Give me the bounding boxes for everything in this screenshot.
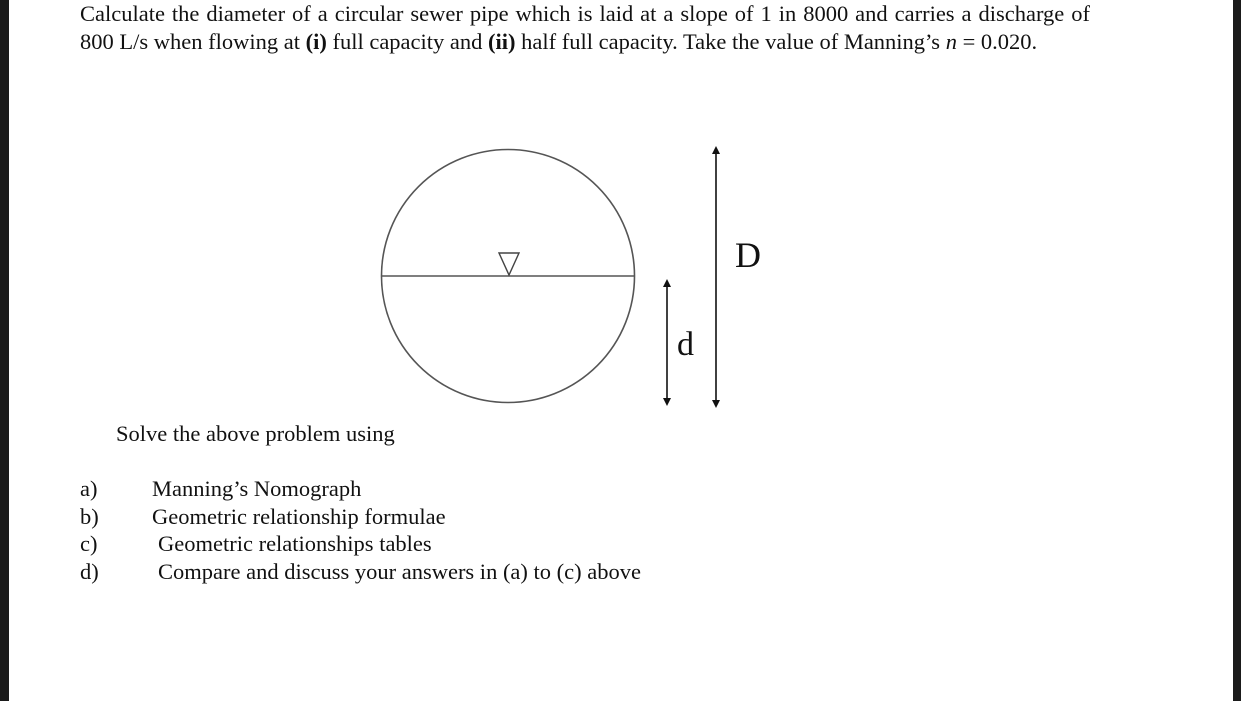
list-marker: d) [80, 558, 99, 584]
list-item-text: Compare and discuss your answers in (a) to (c) above [158, 558, 641, 584]
list-item-text: Geometric relationship formulae [152, 503, 446, 529]
pipe-diagram [9, 0, 1233, 701]
document-page [9, 0, 1233, 701]
label-ii: (ii) [488, 28, 516, 54]
solve-intro: Solve the above problem using [116, 421, 395, 446]
list-marker: b) [80, 503, 99, 529]
list-item-text: Geometric relationships tables [158, 531, 432, 556]
problem-text-1: Calculate the diameter of a circular sewer pipe which is laid at a slope of 1 in 8000 and carries a discharge of 800 L/s when flowing at [80, 1, 1090, 54]
water-level-icon [499, 253, 519, 275]
depth-label: d [677, 326, 694, 363]
list-marker: a) [80, 476, 98, 501]
label-i: (i) [305, 28, 327, 54]
list-item-text: Manning’s Nomograph [152, 476, 362, 501]
diameter-label: D [735, 235, 761, 275]
manning-n-symbol: n [945, 28, 957, 54]
problem-text-4: = 0.020. [956, 28, 1038, 54]
problem-text-2: full capacity and [326, 28, 489, 54]
list-marker: c) [80, 531, 98, 556]
problem-text-3: half full capacity. Take the value of Manning’s [515, 28, 946, 54]
